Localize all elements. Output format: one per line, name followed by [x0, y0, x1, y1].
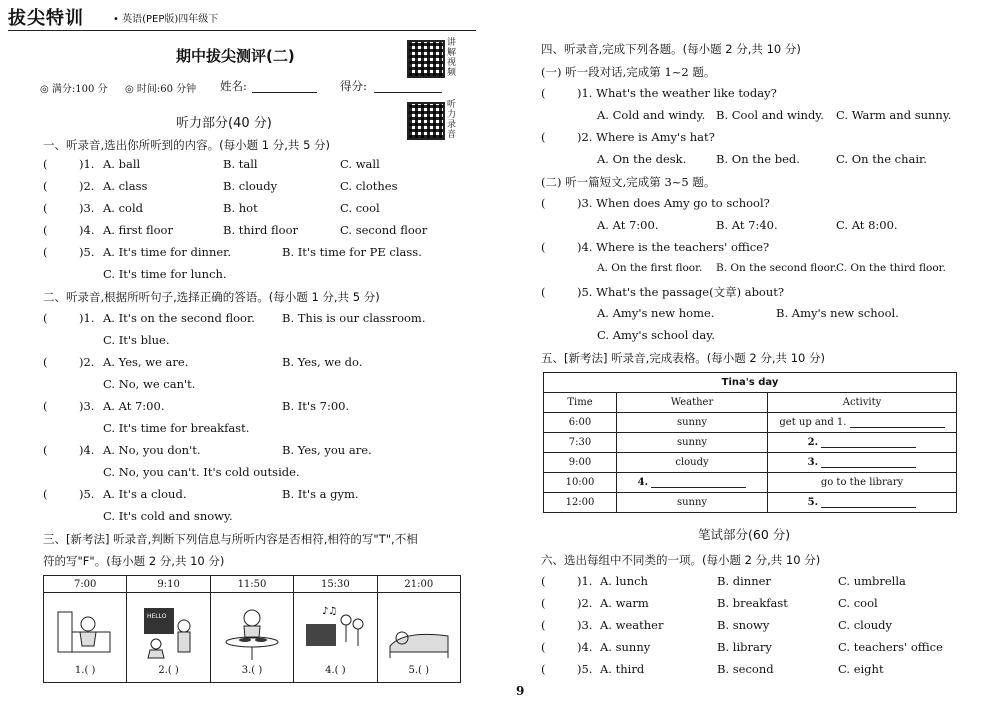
- question-item: ( )5.: [43, 245, 95, 259]
- question-item: ( )5.: [43, 487, 95, 501]
- option-a: A. On the desk.: [597, 152, 687, 166]
- page-number: 9: [516, 684, 525, 698]
- option-b: B. third floor: [223, 223, 298, 237]
- part6-title: 六、选出每组中不同类的一项。(每小题 2 分,共 10 分): [541, 553, 821, 567]
- column-header: Time: [544, 393, 617, 413]
- question-item: ( )4.: [43, 223, 95, 237]
- qr-code-video[interactable]: [407, 40, 445, 78]
- option-a: A. sunny: [600, 640, 651, 654]
- question-text: When does Amy go to school?: [596, 196, 770, 210]
- option-b: B. Yes, you are.: [282, 443, 372, 457]
- time-cell: 10:00: [544, 473, 617, 493]
- part2-title: 二、听录音,根据所听句子,选择正确的答语。(每小题 1 分,共 5 分): [43, 290, 380, 304]
- svg-text:♪♫: ♪♫: [322, 606, 338, 617]
- activity-cell: get up and 1.: [768, 413, 957, 433]
- option-b: B. Yes, we do.: [282, 355, 363, 369]
- option-b: B. second: [717, 662, 774, 676]
- listening-heading: 听力部分(40 分): [176, 116, 272, 131]
- question-text: What's the passage(文章) about?: [596, 285, 785, 299]
- picture-cell: [44, 593, 127, 683]
- part3-title-line2: 符的写"F"。(每小题 2 分,共 10 分): [43, 554, 225, 568]
- option-a: A. Yes, we are.: [103, 355, 189, 369]
- option-a: A. At 7:00.: [103, 399, 165, 413]
- classroom-picture: [134, 602, 204, 662]
- picture-cell: [377, 593, 460, 683]
- lunch-picture: [217, 602, 287, 662]
- option-b: B. library: [717, 640, 772, 654]
- option-c: C. It's blue.: [103, 333, 170, 347]
- answer-blank[interactable]: 3.( ): [241, 665, 263, 676]
- brand-logo: 拔尖特训: [8, 8, 84, 29]
- question-item: ( )5. What's the passage(文章) about?: [541, 285, 785, 299]
- option-a: A. It's a cloud.: [103, 487, 187, 501]
- name-label: 姓名:: [220, 79, 247, 93]
- question-item: ( )1.: [43, 157, 95, 171]
- picture-cell: [294, 593, 377, 683]
- weather-cell: cloudy: [617, 453, 768, 473]
- answer-blank[interactable]: [850, 417, 945, 428]
- score-field[interactable]: [374, 92, 442, 93]
- option-a: A. It's time for dinner.: [103, 245, 232, 259]
- question-text: Where is Amy's hat?: [596, 130, 715, 144]
- option-b: B. At 7:40.: [716, 218, 778, 232]
- table-row: [544, 453, 957, 473]
- weather-cell: sunny: [617, 433, 768, 453]
- option-a: A. On the first floor.: [597, 262, 703, 274]
- option-c: C. eight: [838, 662, 884, 676]
- option-c: C. No, you can't. It's cold outside.: [103, 465, 300, 479]
- option-c: C. teachers' office: [838, 640, 943, 654]
- question-item: ( )3.: [43, 201, 95, 215]
- picture-cell: [210, 593, 293, 683]
- answer-blank[interactable]: 1.( ): [74, 665, 96, 676]
- option-b: B. On the second floor.: [716, 262, 838, 274]
- option-a: A. third: [600, 662, 645, 676]
- part3-title-line1: 三、[新考法] 听录音,判断下列信息与所听内容是否相符,相符的写"T",不相: [43, 532, 418, 546]
- option-a: A. warm: [600, 596, 649, 610]
- table-row: [544, 433, 957, 453]
- table-row: [544, 473, 957, 493]
- option-c: C. It's time for breakfast.: [103, 421, 250, 435]
- part1-title: 一、听录音,选出你所听到的内容。(每小题 1 分,共 5 分): [43, 138, 331, 152]
- option-a: A. lunch: [600, 574, 648, 588]
- test-title: 期中拔尖测评(二): [176, 47, 295, 65]
- answer-blank[interactable]: [651, 477, 746, 488]
- option-c: C. Warm and sunny.: [836, 108, 952, 122]
- time-cell: 9:10: [127, 576, 210, 593]
- question-item: ( )5.: [541, 662, 593, 676]
- book-subtitle: • 英语(PEP版)四年级下: [113, 14, 219, 25]
- question-item: ( )4. Where is the teachers' office?: [541, 240, 770, 254]
- option-c: C. No, we can't.: [103, 377, 196, 391]
- tinas-day-table: [543, 372, 957, 513]
- answer-blank[interactable]: [821, 437, 916, 448]
- column-header: Weather: [617, 393, 768, 413]
- option-b: B. This is our classroom.: [282, 311, 426, 325]
- option-c: C. second floor: [340, 223, 428, 237]
- table-title: Tina's day: [544, 373, 957, 393]
- sleeping-picture: [384, 602, 454, 662]
- time-cell: 9:00: [544, 453, 617, 473]
- weather-cell: sunny: [617, 413, 768, 433]
- writing-heading: 笔试部分(60 分): [698, 527, 791, 542]
- option-c: C. It's cold and snowy.: [103, 509, 233, 523]
- activity-cell: 2.: [768, 433, 957, 453]
- question-item: ( )1.: [43, 311, 95, 325]
- part4-sub1: (一) 听一段对话,完成第 1~2 题。: [541, 65, 716, 79]
- option-a: A. class: [103, 179, 148, 193]
- table-row: [544, 413, 957, 433]
- time-limit: ◎ 时间:60 分钟: [125, 84, 197, 95]
- option-a: A. cold: [103, 201, 144, 215]
- option-c: C. Amy's school day.: [597, 328, 715, 342]
- time-cell: 15:30: [294, 576, 377, 593]
- activity-cell: go to the library: [768, 473, 957, 493]
- question-item: ( )1. What's the weather like today?: [541, 86, 777, 100]
- time-cell: 7:30: [544, 433, 617, 453]
- header-rule: [8, 30, 476, 31]
- column-header: Activity: [768, 393, 957, 413]
- option-b: B. tall: [223, 157, 258, 171]
- option-c: C. cloudy: [838, 618, 893, 632]
- question-item: ( )2.: [541, 596, 593, 610]
- part5-title: 五、[新考法] 听录音,完成表格。(每小题 2 分,共 10 分): [541, 351, 825, 365]
- question-text: What's the weather like today?: [596, 86, 777, 100]
- question-item: ( )1.: [541, 574, 593, 588]
- music-class-picture: [300, 602, 370, 662]
- time-cell: 21:00: [377, 576, 460, 593]
- option-b: B. It's 7:00.: [282, 399, 350, 413]
- option-c: C. cool: [340, 201, 380, 215]
- option-a: A. Cold and windy.: [597, 108, 706, 122]
- answer-blank[interactable]: [821, 457, 916, 468]
- option-a: A. No, you don't.: [103, 443, 201, 457]
- picture-cell: [127, 593, 210, 683]
- option-c: C. On the third floor.: [836, 262, 946, 274]
- time-cell: 12:00: [544, 493, 617, 513]
- question-item: ( )4.: [541, 640, 593, 654]
- option-c: C. clothes: [340, 179, 398, 193]
- option-c: C. wall: [340, 157, 380, 171]
- getting-up-picture: [50, 602, 120, 662]
- question-item: ( )3.: [43, 399, 95, 413]
- option-c: C. At 8:00.: [836, 218, 898, 232]
- answer-blank[interactable]: [821, 497, 916, 508]
- weather-cell: sunny: [617, 493, 768, 513]
- answer-blank[interactable]: 5.( ): [408, 665, 430, 676]
- qr-label-audio: 听力录音: [447, 100, 457, 140]
- question-item: ( )2.: [43, 179, 95, 193]
- option-a: A. It's on the second floor.: [103, 311, 255, 325]
- full-score: ◎ 满分:100 分: [40, 84, 108, 95]
- option-b: B. snowy: [717, 618, 770, 632]
- option-a: A. weather: [600, 618, 664, 632]
- option-c: C. umbrella: [838, 574, 906, 588]
- picture-table: [43, 575, 461, 683]
- blackboard-text: HELLO: [146, 613, 167, 620]
- qr-code-audio[interactable]: [407, 102, 445, 140]
- option-a: A. Amy's new home.: [597, 306, 715, 320]
- score-label: 得分:: [340, 79, 367, 93]
- option-b: B. It's a gym.: [282, 487, 359, 501]
- question-item: ( )3.: [541, 618, 593, 632]
- part4-sub2: (二) 听一篇短文,完成第 3~5 题。: [541, 175, 716, 189]
- name-field[interactable]: [252, 92, 317, 93]
- part4-title: 四、听录音,完成下列各题。(每小题 2 分,共 10 分): [541, 42, 801, 56]
- option-b: B. hot: [223, 201, 258, 215]
- option-a: A. At 7:00.: [597, 218, 659, 232]
- time-cell: 7:00: [44, 576, 127, 593]
- answer-blank[interactable]: 4.( ): [325, 665, 346, 676]
- option-b: B. Cool and windy.: [716, 108, 824, 122]
- option-a: A. ball: [103, 157, 141, 171]
- table-row: [544, 493, 957, 513]
- option-b: B. breakfast: [717, 596, 788, 610]
- question-item: ( )4.: [43, 443, 95, 457]
- activity-cell: 5.: [768, 493, 957, 513]
- question-item: ( )2. Where is Amy's hat?: [541, 130, 715, 144]
- qr-label-video: 讲解视频: [447, 38, 457, 78]
- option-b: B. It's time for PE class.: [282, 245, 422, 259]
- time-cell: 11:50: [210, 576, 293, 593]
- option-a: A. first floor: [103, 223, 173, 237]
- weather-cell: 4.: [617, 473, 768, 493]
- activity-cell: 3.: [768, 453, 957, 473]
- option-b: B. On the bed.: [716, 152, 800, 166]
- option-c: C. It's time for lunch.: [103, 267, 227, 281]
- question-text: Where is the teachers' office?: [596, 240, 770, 254]
- option-b: B. Amy's new school.: [776, 306, 899, 320]
- time-cell: 6:00: [544, 413, 617, 433]
- option-b: B. cloudy: [223, 179, 278, 193]
- option-c: C. On the chair.: [836, 152, 927, 166]
- option-c: C. cool: [838, 596, 878, 610]
- answer-blank[interactable]: 2.( ): [158, 665, 179, 676]
- question-item: ( )2.: [43, 355, 95, 369]
- option-b: B. dinner: [717, 574, 771, 588]
- question-item: ( )3. When does Amy go to school?: [541, 196, 770, 210]
